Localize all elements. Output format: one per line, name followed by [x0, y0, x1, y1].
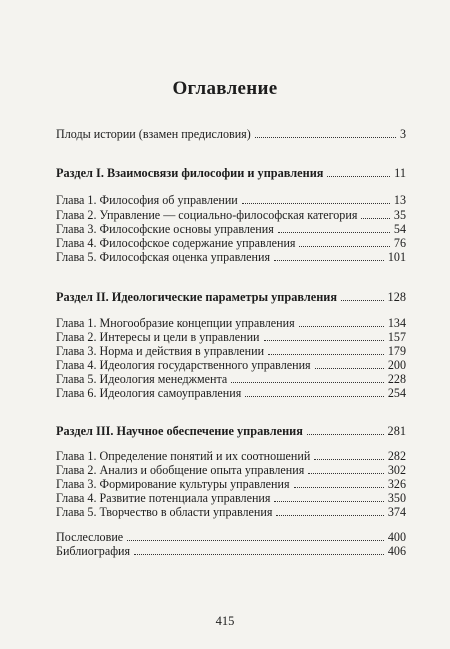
dot-leader	[314, 458, 384, 460]
dot-leader	[255, 136, 396, 138]
toc-entry	[56, 544, 406, 558]
toc-entry-label: Глава 3. Философские основы управления	[56, 222, 274, 236]
toc-entry-label: Послесловие	[56, 530, 124, 544]
toc-entry	[56, 463, 406, 477]
toc-entry-label: Глава 6. Идеология самоуправления	[56, 386, 242, 400]
toc-entry-label: Глава 1. Многообразие концепции управления	[56, 316, 295, 330]
toc-entry-page: 350	[387, 491, 406, 505]
dot-leader	[307, 433, 384, 435]
toc-entry	[56, 193, 406, 207]
page-number: 415	[215, 614, 235, 628]
dot-leader	[276, 514, 383, 516]
dot-leader	[315, 367, 384, 369]
toc-entry	[56, 236, 406, 250]
toc-entry-label: Глава 2. Анализ и обобщение опыта управления	[56, 463, 305, 477]
toc-entry-label: Глава 5. Философская оценка управления	[56, 250, 271, 264]
dot-leader	[245, 395, 384, 397]
toc-entry-label: Глава 1. Определение понятий и их соотношений	[56, 449, 311, 463]
toc-entry	[56, 330, 406, 344]
toc-entry	[56, 222, 406, 236]
toc-entry	[56, 530, 406, 544]
dot-leader	[242, 202, 390, 204]
toc-entry-label: Раздел II. Идеологические параметры управления	[56, 290, 338, 304]
dot-leader	[264, 339, 384, 341]
toc-entry-page: 3	[399, 127, 406, 141]
toc-entry	[56, 505, 406, 519]
toc-entry-page: 326	[387, 477, 406, 491]
dot-leader	[268, 353, 384, 355]
dot-leader	[299, 245, 389, 247]
dot-leader	[231, 381, 384, 383]
toc-entry	[56, 127, 406, 141]
toc-entry-label: Глава 3. Формирование культуры управления	[56, 477, 290, 491]
toc-entry	[56, 386, 406, 400]
toc-entry-label: Раздел I. Взаимосвязи философии и управления	[56, 166, 324, 180]
show-through-text	[60, 42, 390, 112]
toc-entry-page: 200	[387, 358, 406, 372]
toc-entry	[56, 358, 406, 372]
toc-entry-label: Глава 5. Творчество в области управления	[56, 505, 273, 519]
dot-leader	[274, 259, 384, 261]
toc-entry-label: Плоды истории (взамен предисловия)	[56, 127, 251, 141]
toc-entry	[56, 372, 406, 386]
toc-entry-label: Глава 4. Развитие потенциала управления	[56, 491, 271, 505]
toc-entry-page: 406	[387, 544, 406, 558]
toc-entry-page: 13	[393, 193, 406, 207]
dot-leader	[327, 175, 390, 177]
toc-entry-page: 281	[387, 424, 406, 438]
toc-entry-page: 128	[387, 290, 406, 304]
dot-leader	[274, 500, 383, 502]
dot-leader	[361, 217, 390, 219]
toc-entry-page: 11	[394, 166, 406, 180]
toc-entry-label: Глава 3. Норма и действия в управлении	[56, 344, 265, 358]
toc-entry-label: Глава 5. Идеология менеджмента	[56, 372, 228, 386]
dot-leader	[134, 553, 384, 555]
toc-entry-page: 282	[387, 449, 406, 463]
toc-entry-page: 400	[387, 530, 406, 544]
page-title: Оглавление	[172, 78, 278, 99]
toc-entry-page: 101	[387, 250, 406, 264]
dot-leader	[299, 325, 384, 327]
toc-entry-page: 228	[387, 372, 406, 386]
toc-section	[56, 166, 406, 180]
toc-entry-label: Раздел III. Научное обеспечение управления	[56, 424, 303, 438]
toc-entry-label: Глава 2. Интересы и цели в управлении	[56, 330, 260, 344]
toc-entry-label: Глава 2. Управление — социально-философская категория	[56, 208, 358, 222]
toc-entry	[56, 491, 406, 505]
toc-entry-label: Глава 1. Философия об управлении	[56, 193, 238, 207]
dot-leader	[308, 472, 384, 474]
toc-entry	[56, 208, 406, 222]
toc-entry-label: Глава 4. Идеология государственного управления	[56, 358, 311, 372]
toc-entry-page: 302	[387, 463, 406, 477]
toc-entry-label: Глава 4. Философское содержание управления	[56, 236, 296, 250]
toc-entry-label: Библиография	[56, 544, 131, 558]
toc-entry	[56, 449, 406, 463]
toc-entry	[56, 344, 406, 358]
toc-entry-page: 157	[387, 330, 406, 344]
toc-entry	[56, 250, 406, 264]
toc-entry-page: 54	[393, 222, 406, 236]
dot-leader	[278, 231, 390, 233]
toc-entry-page: 134	[387, 316, 406, 330]
dot-leader	[341, 299, 384, 301]
toc-entry-page: 35	[393, 208, 406, 222]
toc-entry-page: 76	[393, 236, 406, 250]
toc-entry-page: 374	[387, 505, 406, 519]
toc-section	[56, 290, 406, 304]
dot-leader	[294, 486, 384, 488]
toc-entry	[56, 477, 406, 491]
toc-entry	[56, 316, 406, 330]
toc-entry-page: 179	[387, 344, 406, 358]
toc-section	[56, 424, 406, 438]
dot-leader	[127, 539, 384, 541]
toc-entry-page: 254	[387, 386, 406, 400]
